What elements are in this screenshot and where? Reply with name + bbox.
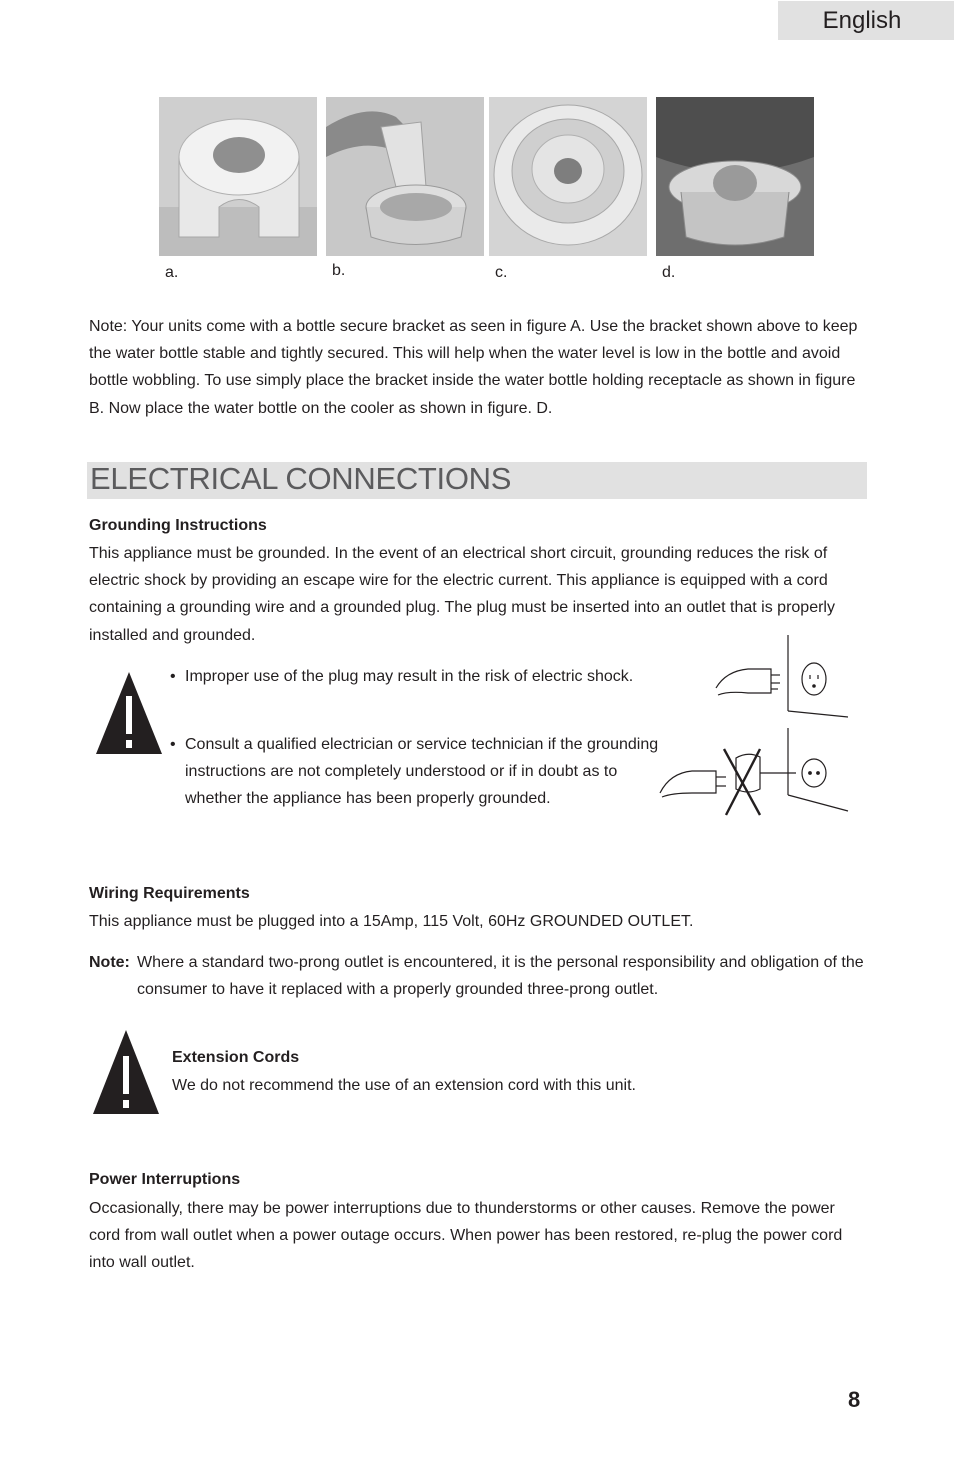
figure-b-photo bbox=[326, 97, 484, 256]
wiring-note bbox=[89, 949, 869, 1003]
language-label: English bbox=[822, 6, 902, 34]
extension-heading: Extension Cords bbox=[172, 1049, 300, 1066]
section-title: ELECTRICAL CONNECTIONS bbox=[90, 461, 512, 496]
note-label: Note: bbox=[89, 954, 130, 971]
grounding-bullet-2 bbox=[170, 731, 660, 813]
bullet-text: Consult a qualified electrician or service technician if the grounding instructions are not completely understood or if in doubt as to whether the appliance has been properly grounded. bbox=[185, 736, 659, 808]
power-heading: Power Interruptions bbox=[89, 1171, 241, 1188]
grounding-text: This appliance must be grounded. In the event of an electrical short circuit, grounding reduces the risk of electric shock by providing an escape wire for the electric current. This appliance is equipped with a cord containing a grounding wire and a grounded plug. The plug must be inserted into an outlet that is properly installed and grounded. bbox=[89, 545, 835, 644]
figure-a-photo bbox=[159, 97, 317, 256]
grounding-bullet-1 bbox=[170, 663, 665, 690]
figure-c-label: c. bbox=[495, 264, 508, 281]
language-tab bbox=[778, 1, 954, 40]
bullet-text: Improper use of the plug may result in the risk of electric shock. bbox=[185, 668, 634, 685]
figure-d-label: d. bbox=[662, 264, 676, 281]
bracket-note: Note: Your units come with a bottle secure bracket as seen in figure A. Use the bracket shown above to keep the water bottle stable and tightly secured. This will help when the water level is low in the bottle and avoid bottle wobbling. To use simply place the bracket inside the water bottle holding receptacle as shown in figure B. Now place the water bottle on the cooler as shown in figure. D. bbox=[89, 318, 858, 417]
wiring-heading: Wiring Requirements bbox=[89, 885, 250, 902]
bullet-dot: • bbox=[170, 736, 176, 753]
plug-diagram bbox=[656, 633, 856, 828]
warning-icon bbox=[96, 672, 162, 754]
figure-d-photo bbox=[656, 97, 814, 256]
power-text: Occasionally, there may be power interruptions due to thunderstorms or other causes. Remove the power cord from wall outlet when a power outage occurs. When power has been restored, re-plug the power cord into wall outlet. bbox=[89, 1200, 843, 1272]
page-number: 8 bbox=[848, 1387, 861, 1412]
note-text: Where a standard two-prong outlet is encountered, it is the personal responsibility and obligation of the consumer to have it replaced with a properly grounded three-prong outlet. bbox=[137, 954, 864, 999]
wiring-text: This appliance must be plugged into a 15Amp, 115 Volt, 60Hz GROUNDED OUTLET. bbox=[89, 913, 694, 930]
figure-b-label: b. bbox=[332, 262, 346, 279]
figure-a-label: a. bbox=[165, 264, 179, 281]
figure-c-photo bbox=[489, 97, 647, 256]
bullet-dot: • bbox=[170, 668, 176, 685]
warning-icon bbox=[93, 1030, 159, 1114]
extension-text: We do not recommend the use of an extension cord with this unit. bbox=[172, 1077, 636, 1094]
grounding-heading: Grounding Instructions bbox=[89, 517, 267, 534]
